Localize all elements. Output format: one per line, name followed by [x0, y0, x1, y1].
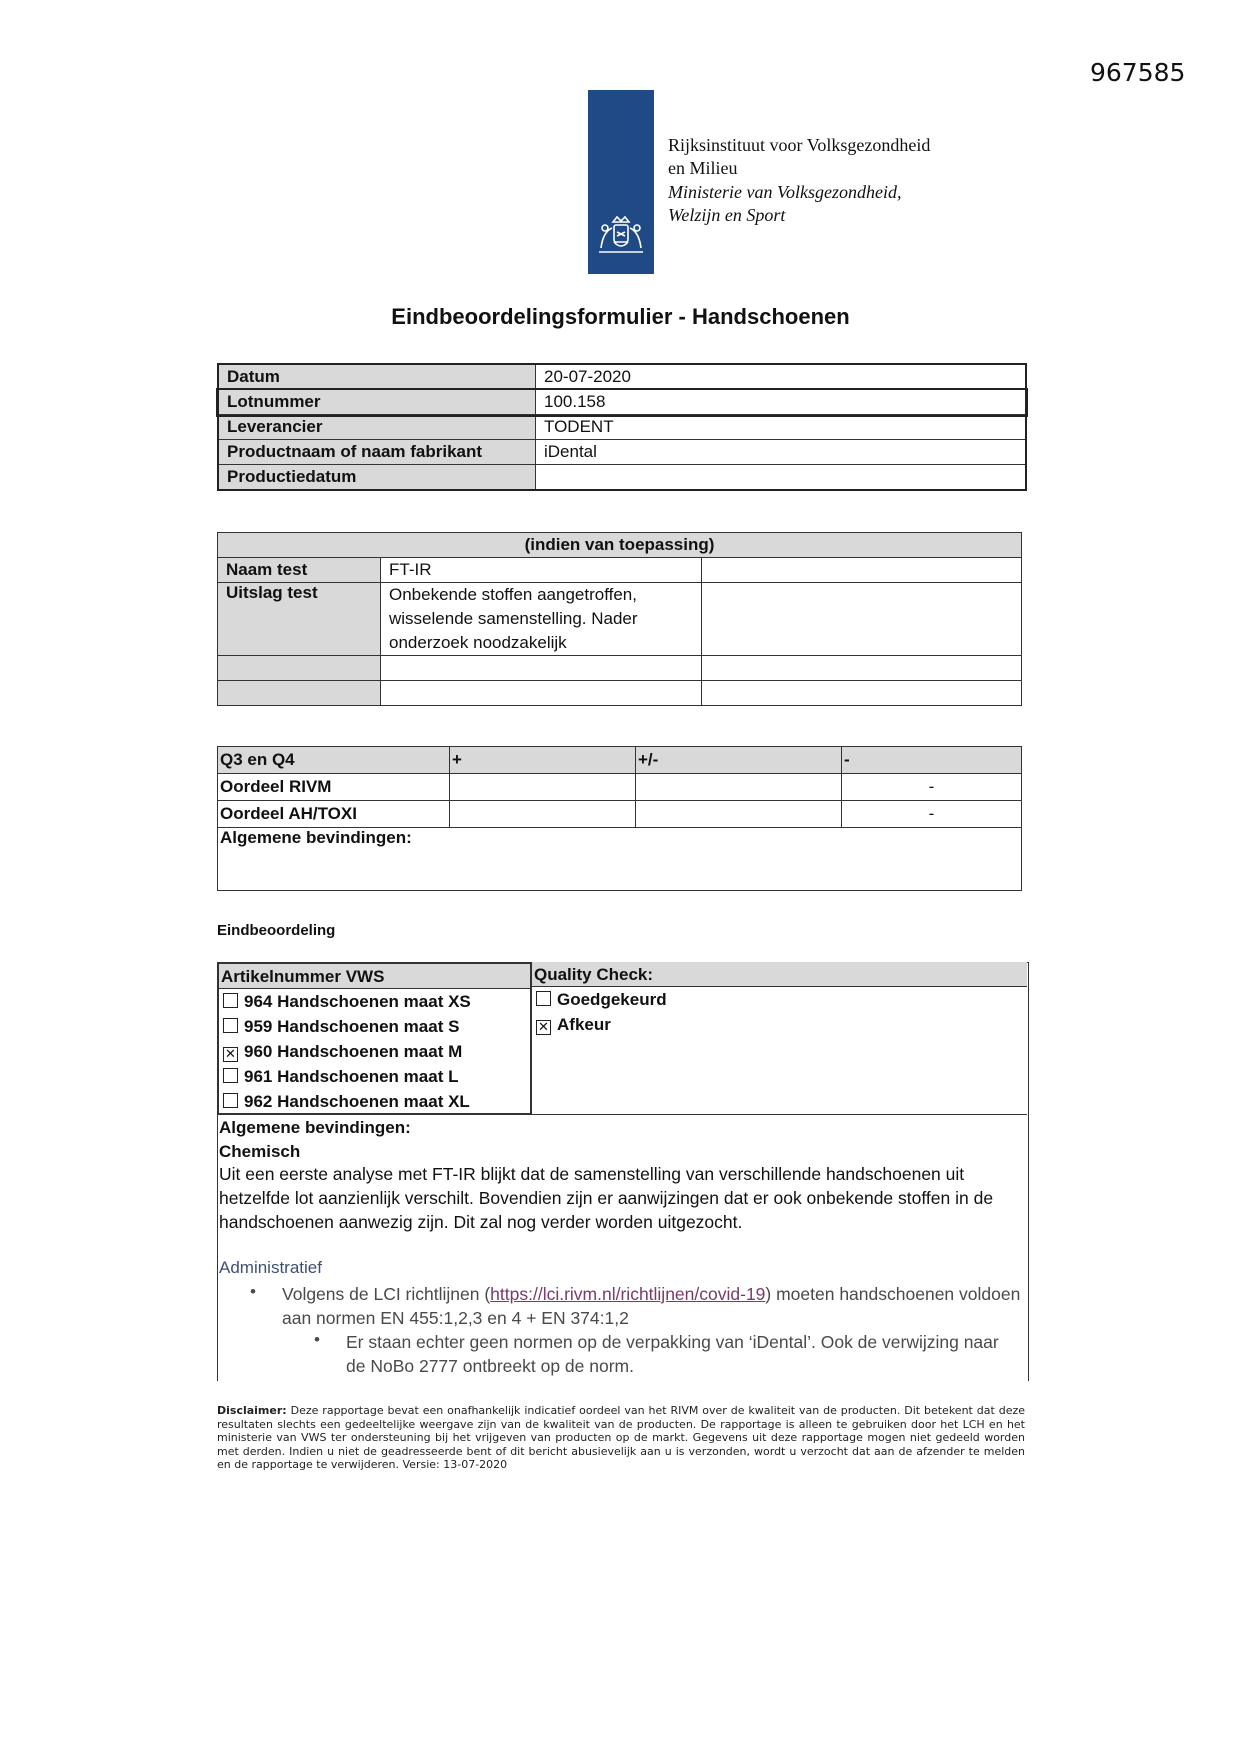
- table-row: [218, 656, 1022, 681]
- test-value-uitslag: Onbekende stoffen aangetroffen, wisselende samenstelling. Nader onderzoek noodzakelijk: [381, 583, 702, 656]
- article-label: 959 Handschoenen maat S: [244, 1017, 460, 1036]
- test-label-empty: [218, 681, 381, 706]
- table-row: [218, 747, 1022, 774]
- q-plusminus-ahtoxi: [636, 801, 842, 828]
- q-label-rivm: Oordeel RIVM: [218, 774, 450, 801]
- article-label: 960 Handschoenen maat M: [244, 1042, 463, 1061]
- bullet-text: ) moeten handschoenen voldoen aan normen EN 455:1,2,3 en 4 + EN 374:1,2: [282, 1284, 1021, 1328]
- q-plus-ahtoxi: [450, 801, 636, 828]
- table-row: [218, 390, 1026, 415]
- findings-label: Algemene bevindingen:: [219, 1118, 411, 1137]
- org-name-line2: en Milieu: [668, 158, 738, 178]
- q-minus-ahtoxi: -: [842, 801, 1022, 828]
- bullet-icon: •: [250, 1282, 256, 1301]
- chemisch-label: Chemisch: [219, 1142, 301, 1161]
- test-extra-uitslag: [702, 583, 1022, 656]
- table-row: [218, 415, 1026, 440]
- q-header-plusminus: +/-: [636, 747, 842, 774]
- articles-header: Artikelnummer VWS: [219, 964, 530, 989]
- article-option-961[interactable]: [223, 1067, 458, 1087]
- q-minus-rivm: -: [842, 774, 1022, 801]
- q-table: [217, 746, 1022, 891]
- quality-option-goedgekeurd[interactable]: [536, 990, 667, 1010]
- article-label: 961 Handschoenen maat L: [244, 1067, 459, 1086]
- info-label-datum: Datum: [218, 364, 536, 390]
- table-row: [218, 681, 1022, 706]
- checkbox-icon[interactable]: [536, 991, 551, 1006]
- q-header-plus: +: [450, 747, 636, 774]
- checkbox-icon[interactable]: [223, 1093, 238, 1108]
- table-row: [218, 558, 1022, 583]
- q-findings-label: Algemene bevindingen:: [218, 828, 1022, 891]
- test-extra-naam: [702, 558, 1022, 583]
- quality-option-afkeur[interactable]: [536, 1015, 611, 1035]
- checkbox-icon[interactable]: [223, 993, 238, 1008]
- eindbeoordeling-label: Eindbeoordeling: [217, 922, 336, 939]
- q-header-label: Q3 en Q4: [218, 747, 450, 774]
- test-label-uitslag: Uitslag test: [218, 583, 381, 656]
- info-label-lotnummer: Lotnummer: [218, 390, 536, 415]
- table-row: [218, 465, 1026, 491]
- info-value-lotnummer: 100.158: [536, 390, 1027, 415]
- table-row: [218, 801, 1022, 828]
- table-row: [218, 828, 1022, 891]
- lci-link[interactable]: https://lci.rivm.nl/richtlijnen/covid-19: [490, 1284, 766, 1304]
- article-label: 964 Handschoenen maat XS: [244, 992, 471, 1011]
- checkbox-checked-icon[interactable]: ✕: [536, 1020, 551, 1035]
- info-value-productnaam: iDental: [536, 440, 1027, 465]
- info-value-datum: 20-07-2020: [536, 364, 1027, 390]
- ministry-name-line1: Ministerie van Volksgezondheid,: [668, 182, 902, 202]
- bullet-icon: •: [314, 1330, 320, 1349]
- info-value-leverancier: TODENT: [536, 415, 1027, 440]
- bullet-normen: Er staan echter geen normen op de verpakking van ‘iDental’. Ook de verwijzing naar de NoBo 2777 ontbreekt op de norm.: [346, 1332, 999, 1376]
- bullet-lci-richtlijnen: [282, 1282, 1022, 1330]
- test-table: [217, 532, 1022, 706]
- table-row: [218, 440, 1026, 465]
- info-value-productiedatum: [536, 465, 1027, 491]
- test-table-header: (indien van toepassing): [218, 533, 1022, 558]
- article-option-960[interactable]: [223, 1042, 462, 1062]
- test-label-empty: [218, 656, 381, 681]
- test-extra-empty: [702, 681, 1022, 706]
- disclaimer-label: Disclaimer:: [217, 1404, 287, 1417]
- disclaimer-text: Deze rapportage bevat een onafhankelijk indicatief oordeel van het RIVM over de kwaliteit van de producten. Dit betekent dat deze resultaten slechts een gedeeltelijke weergave zijn van de kwaliteit van de producten. De rapportage is alleen te gebruiken door het LCH en het ministerie van VWS ter ondersteuning bij het vrijgeven van producten op de markt. Gegevens uit deze rapportage mogen niet gedeeld worden met derden. Indien u niet de geadresseerde bent of dit bericht abusievelijk aan u is verzonden, wordt u verzocht dat aan de afzender te melden en de rapportage te verwijderen. Versie: 13-07-2020: [217, 1404, 1026, 1471]
- q-header-minus: -: [842, 747, 1022, 774]
- article-option-964[interactable]: [223, 992, 471, 1012]
- q-label-ahtoxi: Oordeel AH/TOXI: [218, 801, 450, 828]
- test-extra-empty: [702, 656, 1022, 681]
- quality-label: Afkeur: [557, 1015, 611, 1034]
- bullet-text: Volgens de LCI richtlijnen (: [282, 1284, 491, 1304]
- table-row: [218, 533, 1022, 558]
- article-option-962[interactable]: [223, 1092, 470, 1112]
- articles-box: [217, 962, 532, 1115]
- article-label: 962 Handschoenen maat XL: [244, 1092, 470, 1111]
- quality-label: Goedgekeurd: [557, 990, 667, 1009]
- test-value-empty: [381, 656, 702, 681]
- info-label-leverancier: Leverancier: [218, 415, 536, 440]
- q-plus-rivm: [450, 774, 636, 801]
- info-table: [217, 363, 1027, 491]
- test-value-empty: [381, 681, 702, 706]
- disclaimer: [217, 1404, 1025, 1472]
- administratief-label: Administratief: [219, 1258, 322, 1277]
- org-name-line1: Rijksinstituut voor Volksgezondheid: [668, 135, 931, 155]
- info-label-productiedatum: Productiedatum: [218, 465, 536, 491]
- document-number: 967585: [1090, 58, 1186, 87]
- page-title: Eindbeoordelingsformulier - Handschoenen: [391, 304, 850, 329]
- table-row: [218, 583, 1022, 656]
- checkbox-checked-icon[interactable]: ✕: [223, 1047, 238, 1062]
- table-row: [218, 364, 1026, 390]
- table-row: [218, 774, 1022, 801]
- test-value-naam: FT-IR: [381, 558, 702, 583]
- ministry-name-line2: Welzijn en Sport: [668, 205, 786, 225]
- rijksoverheid-logo: [588, 90, 654, 274]
- article-option-959[interactable]: [223, 1017, 459, 1037]
- quality-check-header: Quality Check:: [532, 962, 1027, 987]
- chemisch-text: Uit een eerste analyse met FT-IR blijkt dat de samenstelling van verschillende handschoenen uit hetzelfde lot aanzienlijk verschilt. Bovendien zijn er aanwijzingen dat er ook onbekende stoffen in de handschoenen aanwezig zijn. Dit zal nog verder worden uitgezocht.: [219, 1164, 994, 1232]
- info-label-productnaam: Productnaam of naam fabrikant: [218, 440, 536, 465]
- quality-check-box: [532, 962, 1027, 1115]
- checkbox-icon[interactable]: [223, 1018, 238, 1033]
- coat-of-arms-icon: [593, 214, 649, 258]
- checkbox-icon[interactable]: [223, 1068, 238, 1083]
- test-label-naam: Naam test: [218, 558, 381, 583]
- q-plusminus-rivm: [636, 774, 842, 801]
